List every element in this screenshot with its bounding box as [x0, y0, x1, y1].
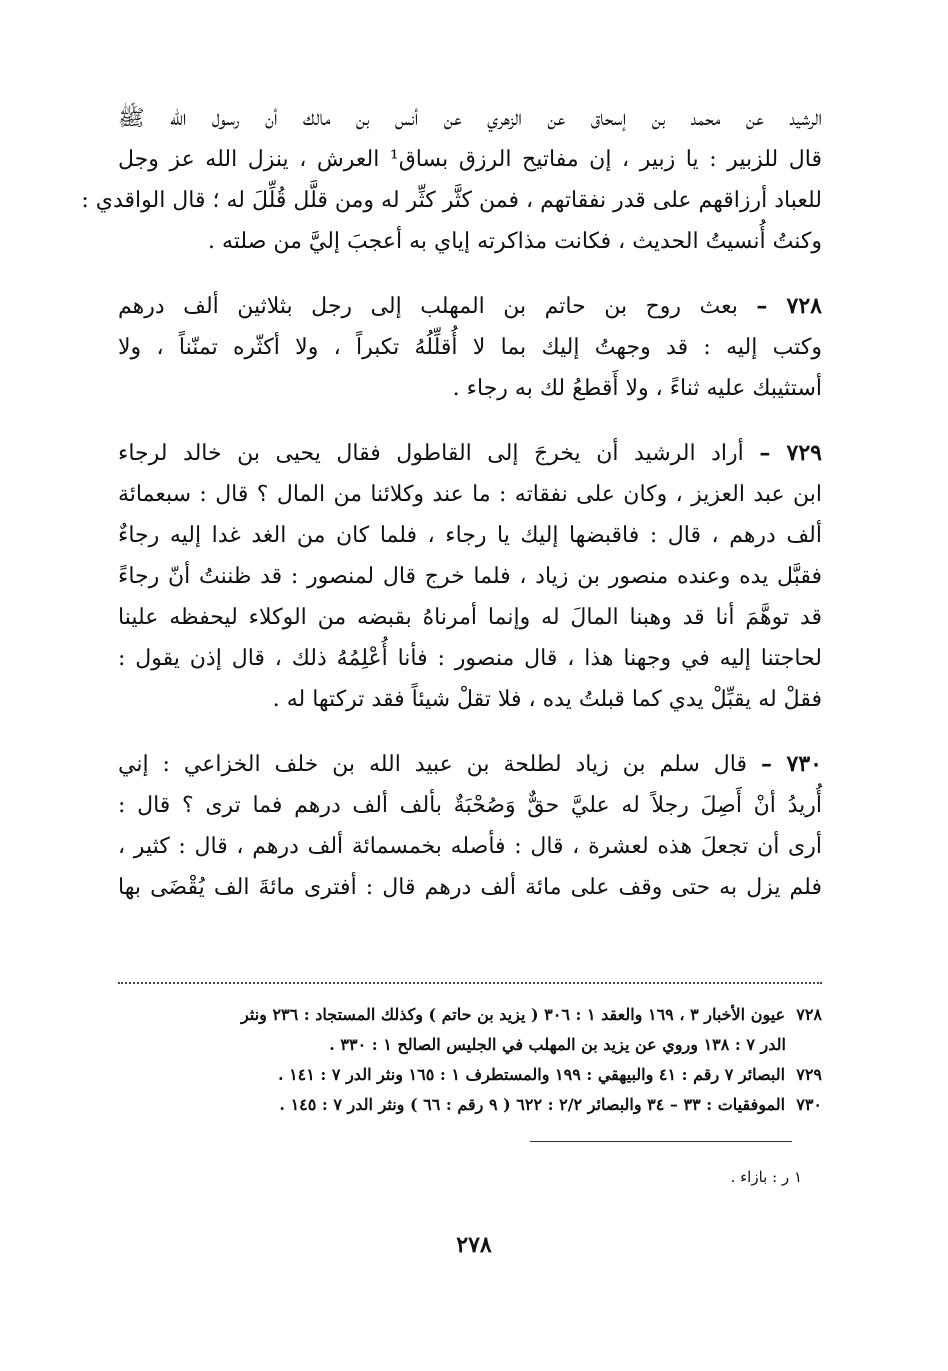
text-line: أُريدُ أنْ أَصِلَ رجلاً له عليَّ حقٌّ وَصُحْبَةٌ بألف ألف درهم فما ترى ؟ قال :: [118, 793, 822, 818]
text-line: فلم يزل به حتى وقف على مائة ألف درهم قال : أفترى مائةَ الف يُقْضَى بها: [118, 875, 822, 900]
paragraph-number: ٧٢٨ –: [756, 293, 822, 319]
reference-line: [140, 1000, 822, 1030]
text-line: الرشيد عن محمد بن إسحاق عن الزهري عن أنس بن مالك أن رسول الله ﷺ: [118, 106, 822, 131]
text-line: ألف درهم ، قال : فاقبضها إليك يا رجاء ، فلما كان من الغد غدا إليه رجاءٌ: [118, 523, 822, 548]
text-line-content: بعث روح بن حاتم بن المهلب إلى رجل بثلاثين ألف درهم: [118, 294, 738, 319]
paragraph-729: [118, 433, 822, 720]
main-text: [81, 98, 822, 932]
reference-line: الدر ٧ : ١٣٨ وروي عن يزيد بن المهلب في الجليس الصالح ١ : ٣٣٠ .: [329, 1035, 786, 1054]
reference-text: البصائر ٧ رقم : ٤١ والبيهقي : ١٩٩ والمستطرف ١ : ١٦٥ ونثر الدر ٧ : ١٤١ .: [277, 1065, 786, 1084]
dotted-divider: [118, 982, 822, 984]
text-line: أستثيبك عليه ثناءً ، ولا أَقطعُ لك به رجاء .: [452, 376, 822, 401]
text-line: فقلْ له يقبِّلْ يدي كما قبلتُ يده ، فلا تقلْ شيئاً فقد تركتها له .: [272, 687, 822, 712]
source-references: [140, 1000, 822, 1120]
reference-number: ٧٢٩: [796, 1065, 822, 1084]
reference-line: [140, 1060, 822, 1090]
text-line: وكتب إليه : قد وجهتُ إليك بما لا أُقلِّلُهُ تكبراً ، ولا أكثّره تمنّناً ، ولا: [118, 335, 822, 360]
paragraph-continuation: [81, 98, 822, 262]
text-line: للعباد أرزاقهم على قدر نفقاتهم ، فمن كثَّر كثِّر له ومن قلَّل قُلِّلَ له ؛ قال الواقدي :: [81, 188, 822, 213]
text-line: وكنتُ أُنسيتُ الحديث ، فكانت مذاكرته إياي به أعجبَ إليَّ من صلته .: [207, 229, 822, 254]
text-line: ابن عبد العزيز ، وكان على نفقاته : ما عند وكلائنا من المال ؟ قال : سبعمائة: [118, 482, 822, 507]
text-line: [118, 286, 822, 327]
reference-number: ٧٢٨: [796, 1005, 822, 1024]
paragraph-number: ٧٢٩ –: [759, 440, 822, 466]
footnote: ١ ر : بازاء .: [730, 1168, 802, 1186]
text-line: لحاجتنا إليه في وجهنا هذا ، قال منصور : فأنا أُعْلِمُهُ ذلك ، قال إذن يقول :: [118, 646, 822, 671]
text-line: [118, 433, 822, 474]
reference-text: الموفقيات : ٣٣ – ٣٤ والبصائر ٢/٢ : ٦٢٢ ( ٩ رقم : ٦٦ ) ونثر الدر ٧ : ١٤٥ .: [279, 1095, 786, 1114]
text-line: فقبَّل يده وعنده منصور بن زياد ، فلما خرج قال لمنصور : قد ظننتُ أنّ رجاءً: [118, 564, 822, 589]
text-line: قال للزبير : يا زبير ، إن مفاتيح الرزق بساق¹ العرش ، ينزل الله عز وجل: [118, 147, 822, 172]
reference-line: [140, 1090, 822, 1120]
paragraph-730: [118, 744, 822, 908]
reference-number: ٧٣٠: [796, 1095, 822, 1114]
text-line: قد توهَّمَ أنا قد وهبنا المالَ له وإنما أمرناهُ بقبضه من الوكلاء ليحفظه علينا: [118, 605, 822, 630]
text-line: [118, 744, 822, 785]
footnote-divider: [530, 1141, 792, 1142]
text-line-content: قال سلم بن زياد لطلحة بن عبيد الله بن خلف الخزاعي : إني: [118, 752, 747, 777]
reference-text: عيون الأخبار ٣ ، ١٦٩ والعقد ١ : ٣٠٦ ( يزيد بن حاتم ) وكذلك المستجاد : ٢٣٦ ونثر: [241, 1005, 786, 1024]
paragraph-number: ٧٣٠ –: [760, 751, 822, 777]
page-number: ٢٧٨: [456, 1232, 492, 1258]
paragraph-728: [118, 286, 822, 409]
text-line: أرى أن تجعلَ هذه لعشرة ، قال : فأصله بخمسمائة ألف درهم ، قال : كثير ،: [118, 834, 822, 859]
text-line-content: أراد الرشيد أن يخرجَ إلى القاطول فقال يحيى بن خالد لرجاء: [118, 441, 744, 466]
